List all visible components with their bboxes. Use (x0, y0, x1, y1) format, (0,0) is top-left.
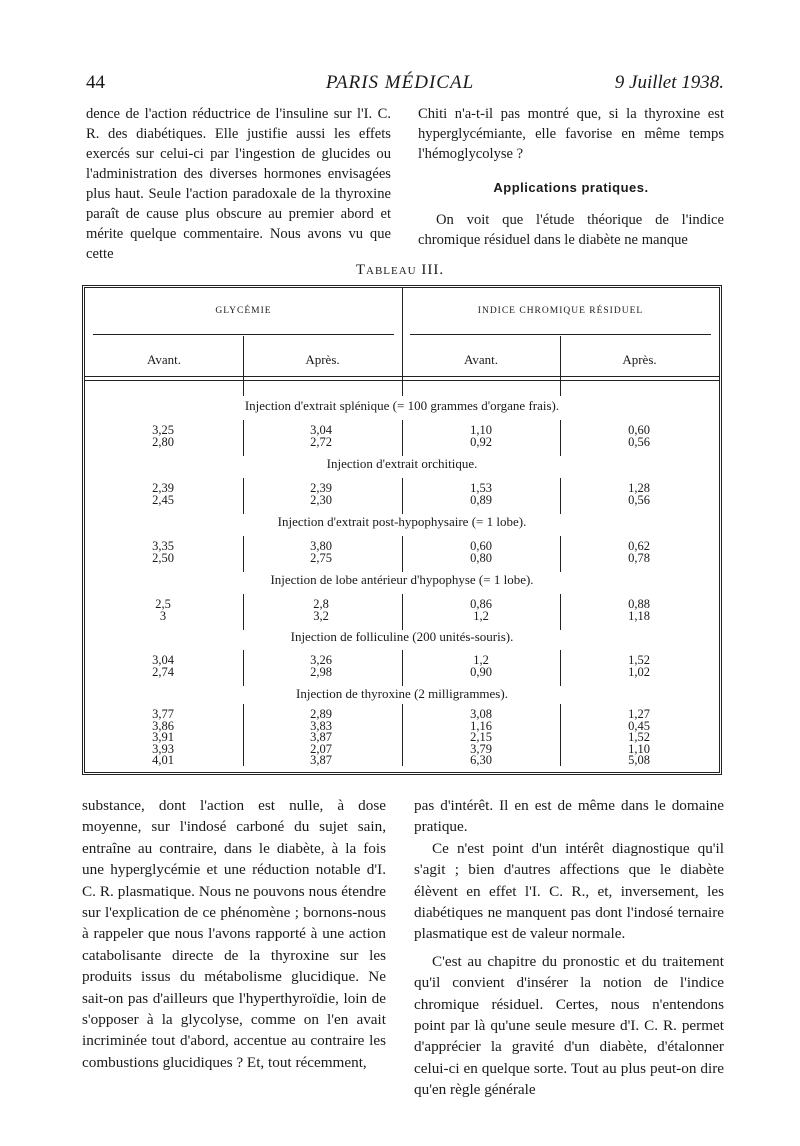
column-divider (402, 478, 403, 514)
table-cell: 3,26 (310, 653, 332, 667)
table-cell: 1,02 (628, 665, 650, 679)
section-title: Injection de lobe antérieur d'hypophyse (= 1 lobe). (270, 572, 534, 587)
table-cell: 1,10 (628, 741, 650, 756)
table-cell: 6,30 (470, 753, 492, 767)
group-header-glycemie: GLYCÉMIE (215, 306, 272, 316)
column-divider (402, 594, 403, 630)
journal-title: PARIS MÉDICAL (325, 72, 475, 93)
top-left-paragraph: dence de l'action réductrice de l'insuline sur l'I. C. R. des diabétiques. Elle justifie aussi les effets exercés sur celui-ci par l'ingestion de glucides ou l'administration des diverses hormones envisagées plus haut. Seule l'action paradoxale de la thyroxine paraît de cause plus obscure au premier abord et mérite quelque commentaire. Nous avons vu que cette (86, 106, 391, 262)
table-cell: 0,78 (628, 551, 650, 565)
table-cell: 0,86 (470, 597, 492, 611)
column-divider (560, 478, 561, 514)
column-divider (402, 650, 403, 686)
section-title: Injection d'extrait post-hypophysaire (= 1 lobe). (277, 514, 527, 529)
table-cell: 3,25 (152, 423, 174, 437)
table-cell: 0,56 (628, 493, 650, 507)
table-cell: 3,93 (152, 741, 174, 756)
column-divider (243, 420, 244, 456)
table-cell: 2,39 (310, 481, 332, 495)
table-cell: 0,45 (628, 718, 650, 733)
table-cell: 3,80 (310, 539, 332, 553)
sub-header-icr-apres: Après. (622, 352, 657, 367)
table-title: Tableau III. (355, 262, 445, 278)
table-cell: 3,87 (310, 753, 332, 767)
column-divider (243, 594, 244, 630)
table-cell: 2,50 (152, 551, 174, 565)
bottom-left-column (82, 795, 386, 1073)
table-cell: 1,18 (628, 609, 650, 623)
column-divider (560, 594, 561, 630)
table-cell: 2,5 (155, 597, 171, 611)
column-divider (243, 704, 244, 766)
table-cell: 2,30 (310, 493, 332, 507)
sub-header-icr-avant: Avant. (463, 352, 499, 367)
issue-date: 9 Juillet 1938. (614, 72, 724, 93)
table-cell: 0,89 (470, 493, 492, 507)
table-cell: 0,56 (628, 435, 650, 449)
table-cell: 3,79 (470, 741, 492, 756)
table-cell: 1,10 (470, 423, 492, 437)
column-divider (560, 704, 561, 766)
column-divider (243, 536, 244, 572)
column-divider (560, 420, 561, 456)
table-cell: 2,45 (152, 493, 174, 507)
table-cell: 0,60 (470, 539, 492, 553)
table-cell: 1,52 (628, 730, 650, 744)
column-divider (243, 478, 244, 514)
table-cell: 0,60 (628, 423, 650, 437)
column-divider (402, 420, 403, 456)
table-cell: 3 (159, 609, 167, 623)
table-cell: 0,80 (470, 551, 492, 565)
table-cell: 2,39 (152, 481, 174, 495)
bottom-right-paragraph-1: pas d'intérêt. Il en est de même dans le domaine pratique. (414, 797, 724, 836)
header-divider-left (243, 336, 244, 396)
table-cell: 1,2 (473, 609, 489, 623)
table-cell: 5,08 (628, 753, 650, 767)
bottom-left-paragraph: substance, dont l'action est nulle, à dose moyenne, sur l'indosé carboné du sujet sain, entraîne au contraire, dans le diabète, à la fois une hyperglycémie et une réduction notable d'I. C. R. plasmatique. Nous ne pouvons nous étendre sur l'explication de ce phénomène ; bornons-nous à rappeler que nous l'avons rapporté à une action catabolisante directe de la thyroxine sur les produits issus du métabolisme glucidique. Ne sait-on pas d'ailleurs que l'hyperthyroïdie, loin de s'opposer à la glycolyse, comme on l'en avait incriminée tout d'abord, accentue au contraire les combustions glucidiques ? Et, tout récemment, (82, 797, 386, 1071)
top-right-paragraph: Chiti n'a-t-il pas montré que, si la thyroxine est hyperglycémiante, elle favorise en même temps l'hémoglycolyse ? (418, 106, 724, 162)
table-cell: 3,2 (313, 609, 329, 623)
table-cell: 2,98 (310, 665, 332, 679)
top-right-paragraph-2: On voit que l'étude théorique de l'indice chromique résiduel dans le diabète ne manque (418, 212, 724, 248)
table-cell: 3,86 (152, 718, 174, 733)
top-left-column (86, 104, 391, 264)
bottom-right-paragraph-2: Ce n'est point d'un intérêt diagnostique qu'il s'agit ; bien d'autres affections que le diabète élèvent en effet l'I. C. R., et, inversement, les diabétiques ne manquent pas dont l'indosé ternaire plasmatique est de valeur normale. (414, 839, 724, 943)
bottom-right-paragraph-3: C'est au chapitre du pronostic et du traitement qu'il convient d'insérer la notion de l'indice chromique résiduel. Certes, nous n'entendons point par là qu'une seule mesure d'I. C. R. permet d'apprécier la gravité d'un diabète, d'étalonner celui-ci en quelque sorte. Tout au plus peut-on dire qu'en règle générale (414, 952, 724, 1099)
table-cell: 3,87 (310, 730, 332, 744)
table-cell: 1,2 (473, 653, 489, 667)
table-cell: 2,72 (310, 435, 332, 449)
table-cell: 0,62 (628, 539, 650, 553)
header-rule-left (93, 334, 394, 335)
table-cell: 4,01 (152, 753, 174, 767)
table-cell: 0,92 (470, 435, 492, 449)
column-divider (402, 704, 403, 766)
table-cell: 1,53 (470, 481, 492, 495)
section-title: Injection d'extrait splénique (= 100 grammes d'organe frais). (244, 398, 560, 413)
top-right-column (418, 104, 724, 250)
section-heading: Applications pratiques. (493, 180, 649, 195)
column-divider (560, 536, 561, 572)
table-cell: 3,83 (310, 718, 332, 733)
table-cell: 1,28 (628, 481, 650, 495)
table-cell: 2,74 (152, 665, 174, 679)
table-cell: 2,75 (310, 551, 332, 565)
table-cell: 2,89 (310, 707, 332, 721)
bottom-right-column (414, 795, 724, 1101)
column-divider (243, 650, 244, 686)
table-cell: 3,08 (470, 707, 492, 721)
table-cell: 1,52 (628, 653, 650, 667)
section-title: Injection de folliculine (200 unités-souris). (290, 629, 514, 644)
table-cell: 3,04 (152, 653, 174, 667)
header-divider-right (560, 336, 561, 396)
table-cell: 3,04 (310, 423, 332, 437)
sub-header-glycemie-avant: Avant. (146, 352, 182, 367)
table-cell: 2,8 (313, 597, 329, 611)
table-cell: 2,15 (470, 730, 492, 744)
page-number: 44 (86, 72, 105, 93)
table-cell: 2,07 (310, 741, 332, 756)
table-cell: 3,91 (152, 730, 174, 744)
table-cell: 3,35 (152, 539, 174, 553)
column-divider (402, 536, 403, 572)
table-cell: 0,90 (470, 665, 492, 679)
data-table (82, 285, 722, 775)
table-cell: 3,77 (152, 707, 174, 721)
table-cell: 0,88 (628, 597, 650, 611)
group-header-icr: INDICE CHROMIQUE RÉSIDUEL (477, 306, 644, 316)
table-cell: 1,27 (628, 707, 650, 721)
table-cell: 2,80 (152, 435, 174, 449)
header-divider-center (402, 288, 403, 396)
sub-header-glycemie-apres: Après. (305, 352, 340, 367)
header-rule-right (410, 334, 711, 335)
column-divider (560, 650, 561, 686)
section-title: Injection d'extrait orchitique. (326, 456, 478, 471)
section-title: Injection de thyroxine (2 milligrammes). (296, 686, 508, 701)
table-cell: 1,16 (470, 718, 492, 733)
